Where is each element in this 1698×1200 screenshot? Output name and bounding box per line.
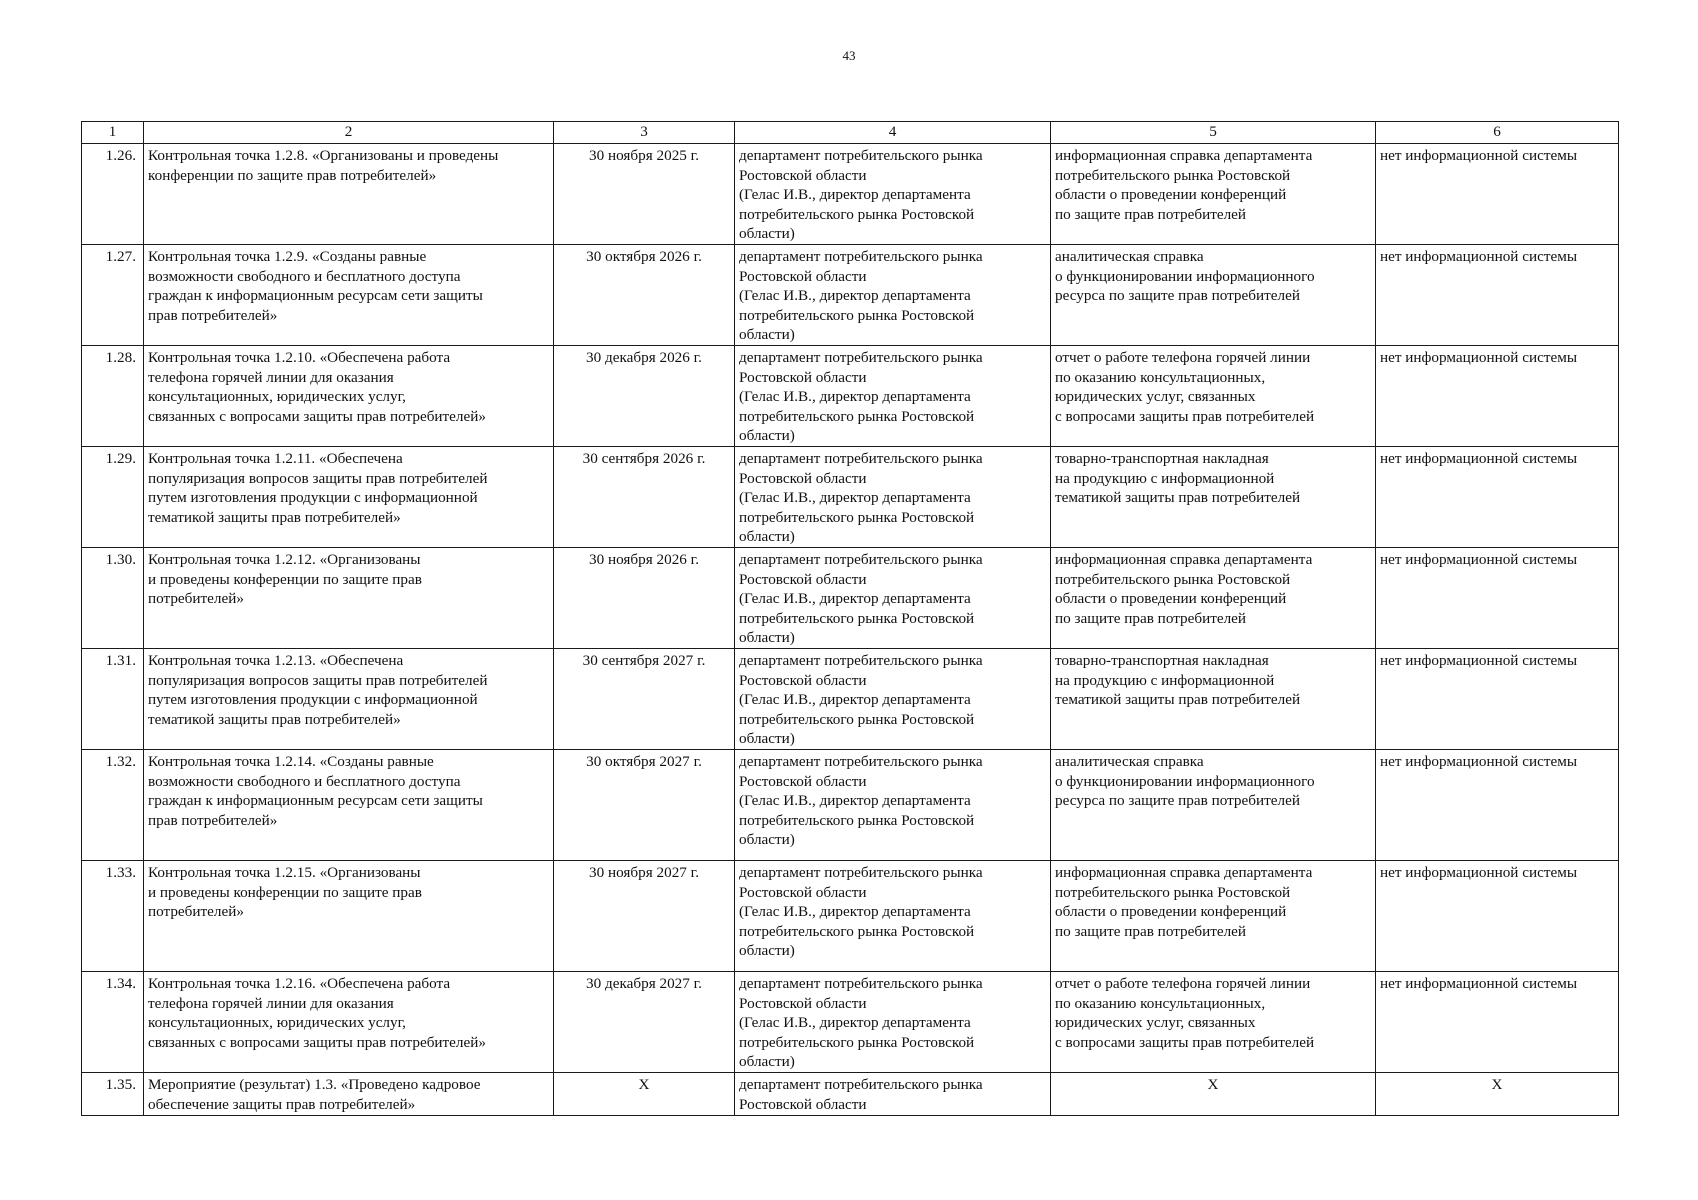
row-system: нет информационной системы — [1376, 861, 1619, 972]
row-document: информационная справка департамента потребительского рынка Ростовской области о проведении конференций по защите прав потребителей — [1051, 861, 1376, 972]
column-header: 3 — [554, 122, 735, 144]
row-system: нет информационной системы — [1376, 144, 1619, 245]
row-system: нет информационной системы — [1376, 447, 1619, 548]
column-header: 4 — [735, 122, 1051, 144]
row-system: нет информационной системы — [1376, 750, 1619, 861]
column-header: 2 — [144, 122, 554, 144]
row-name: Контрольная точка 1.2.11. «Обеспечена популяризация вопросов защиты прав потребителей путем изготовления продукции с информационной тематикой защиты прав потребителей» — [144, 447, 554, 548]
column-header: 6 — [1376, 122, 1619, 144]
row-document: аналитическая справка о функционировании информационного ресурса по защите прав потребителей — [1051, 750, 1376, 861]
table-row — [82, 447, 1619, 548]
column-header: 1 — [82, 122, 144, 144]
row-document: X — [1051, 1073, 1376, 1116]
row-system: нет информационной системы — [1376, 245, 1619, 346]
row-deadline: 30 декабря 2026 г. — [554, 346, 735, 447]
row-system: нет информационной системы — [1376, 548, 1619, 649]
row-system: нет информационной системы — [1376, 649, 1619, 750]
row-number: 1.29. — [82, 447, 144, 548]
row-document: отчет о работе телефона горячей линии по оказанию консультационных, юридических услуг, связанных с вопросами защиты прав потребителей — [1051, 346, 1376, 447]
row-name: Контрольная точка 1.2.16. «Обеспечена работа телефона горячей линии для оказания консультационных, юридических услуг, связанных с вопросами защиты прав потребителей» — [144, 972, 554, 1073]
row-name: Контрольная точка 1.2.13. «Обеспечена популяризация вопросов защиты прав потребителей путем изготовления продукции с информационной тематикой защиты прав потребителей» — [144, 649, 554, 750]
header-row — [82, 122, 1619, 144]
row-name: Контрольная точка 1.2.8. «Организованы и проведены конференции по защите прав потребителей» — [144, 144, 554, 245]
row-number: 1.31. — [82, 649, 144, 750]
row-number: 1.28. — [82, 346, 144, 447]
row-responsible: департамент потребительского рынка Ростовской области (Гелас И.В., директор департамента потребительского рынка Ростовской области) — [735, 972, 1051, 1073]
row-deadline: 30 ноября 2026 г. — [554, 548, 735, 649]
row-responsible: департамент потребительского рынка Ростовской области (Гелас И.В., директор департамента потребительского рынка Ростовской области) — [735, 649, 1051, 750]
column-header: 5 — [1051, 122, 1376, 144]
row-document: информационная справка департамента потребительского рынка Ростовской области о проведении конференций по защите прав потребителей — [1051, 144, 1376, 245]
row-system: нет информационной системы — [1376, 972, 1619, 1073]
table-row — [82, 346, 1619, 447]
row-number: 1.32. — [82, 750, 144, 861]
row-deadline: 30 декабря 2027 г. — [554, 972, 735, 1073]
row-name: Контрольная точка 1.2.12. «Организованы и проведены конференции по защите прав потребителей» — [144, 548, 554, 649]
row-number: 1.26. — [82, 144, 144, 245]
row-responsible: департамент потребительского рынка Ростовской области (Гелас И.В., директор департамента потребительского рынка Ростовской области) — [735, 144, 1051, 245]
row-name: Контрольная точка 1.2.10. «Обеспечена работа телефона горячей линии для оказания консультационных, юридических услуг, связанных с вопросами защиты прав потребителей» — [144, 346, 554, 447]
row-deadline: 30 сентября 2027 г. — [554, 649, 735, 750]
page-number: 43 — [842, 48, 856, 63]
row-responsible: департамент потребительского рынка Ростовской области (Гелас И.В., директор департамента потребительского рынка Ростовской области) — [735, 346, 1051, 447]
row-responsible: департамент потребительского рынка Ростовской области — [735, 1073, 1051, 1116]
table-row — [82, 972, 1619, 1073]
row-deadline: 30 октября 2027 г. — [554, 750, 735, 861]
row-deadline: 30 сентября 2026 г. — [554, 447, 735, 548]
table-row — [82, 750, 1619, 861]
row-responsible: департамент потребительского рынка Ростовской области (Гелас И.В., директор департамента потребительского рынка Ростовской области) — [735, 245, 1051, 346]
row-name: Контрольная точка 1.2.15. «Организованы и проведены конференции по защите прав потребителей» — [144, 861, 554, 972]
row-document: товарно-транспортная накладная на продукцию с информационной тематикой защиты прав потребителей — [1051, 447, 1376, 548]
row-number: 1.35. — [82, 1073, 144, 1116]
table-row — [82, 144, 1619, 245]
row-document: отчет о работе телефона горячей линии по оказанию консультационных, юридических услуг, связанных с вопросами защиты прав потребителей — [1051, 972, 1376, 1073]
row-number: 1.30. — [82, 548, 144, 649]
row-document: товарно-транспортная накладная на продукцию с информационной тематикой защиты прав потребителей — [1051, 649, 1376, 750]
row-name: Мероприятие (результат) 1.3. «Проведено кадровое обеспечение защиты прав потребителей» — [144, 1073, 554, 1116]
row-deadline: 30 ноября 2027 г. — [554, 861, 735, 972]
row-name: Контрольная точка 1.2.9. «Созданы равные возможности свободного и бесплатного доступа граждан к информационным ресурсам сети защиты прав потребителей» — [144, 245, 554, 346]
control-points-table — [81, 121, 1619, 1116]
table-row — [82, 1073, 1619, 1116]
row-responsible: департамент потребительского рынка Ростовской области (Гелас И.В., директор департамента потребительского рынка Ростовской области) — [735, 861, 1051, 972]
row-number: 1.27. — [82, 245, 144, 346]
row-document: аналитическая справка о функционировании информационного ресурса по защите прав потребителей — [1051, 245, 1376, 346]
row-deadline: X — [554, 1073, 735, 1116]
row-name: Контрольная точка 1.2.14. «Созданы равные возможности свободного и бесплатного доступа граждан к информационным ресурсам сети защиты прав потребителей» — [144, 750, 554, 861]
row-number: 1.34. — [82, 972, 144, 1073]
row-responsible: департамент потребительского рынка Ростовской области (Гелас И.В., директор департамента потребительского рынка Ростовской области) — [735, 548, 1051, 649]
table-row — [82, 245, 1619, 346]
table-row — [82, 861, 1619, 972]
row-system: нет информационной системы — [1376, 346, 1619, 447]
row-number: 1.33. — [82, 861, 144, 972]
row-deadline: 30 октября 2026 г. — [554, 245, 735, 346]
row-responsible: департамент потребительского рынка Ростовской области (Гелас И.В., директор департамента потребительского рынка Ростовской области) — [735, 447, 1051, 548]
row-system: X — [1376, 1073, 1619, 1116]
row-deadline: 30 ноября 2025 г. — [554, 144, 735, 245]
table-row — [82, 649, 1619, 750]
row-document: информационная справка департамента потребительского рынка Ростовской области о проведении конференций по защите прав потребителей — [1051, 548, 1376, 649]
table-row — [82, 548, 1619, 649]
row-responsible: департамент потребительского рынка Ростовской области (Гелас И.В., директор департамента потребительского рынка Ростовской области) — [735, 750, 1051, 861]
